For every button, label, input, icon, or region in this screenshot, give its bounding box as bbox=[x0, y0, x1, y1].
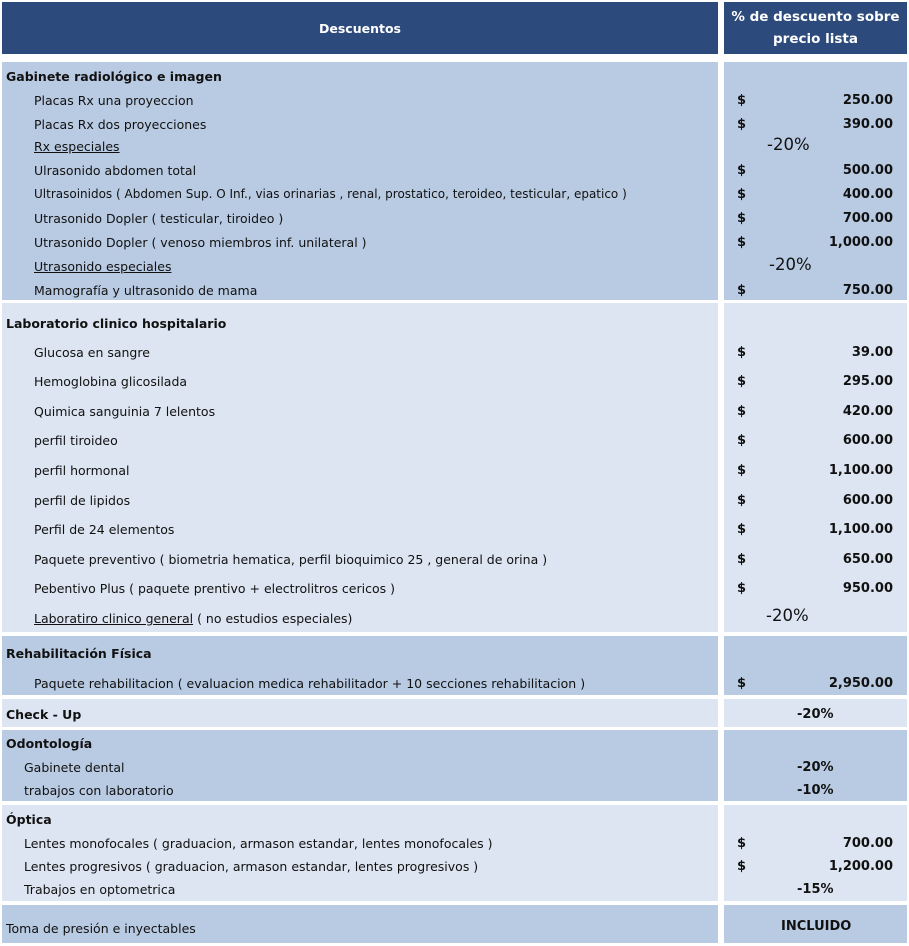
row-label: Ulrasonido abdomen total bbox=[34, 163, 197, 178]
row-label-underlined: Laboratiro clinico general bbox=[34, 611, 194, 626]
currency-symbol: $ bbox=[737, 676, 747, 691]
header-descuentos-label: Descuentos bbox=[319, 20, 401, 36]
row-percent: -20% bbox=[797, 760, 834, 775]
row-percent: -10% bbox=[797, 783, 834, 798]
section-toma bbox=[2, 905, 907, 943]
row-label: Ultrasoinidos ( Abdomen Sup. O Inf., vias orinarias , renal, prostatico, teroideo, testicular, epatico ) bbox=[34, 187, 627, 201]
row-amount: 400.00 bbox=[842, 187, 893, 202]
section-title: Óptica bbox=[6, 812, 52, 827]
currency-symbol: $ bbox=[737, 93, 747, 108]
currency-symbol: $ bbox=[737, 433, 747, 448]
row-percent: -20% bbox=[769, 255, 812, 274]
row-amount: 390.00 bbox=[842, 117, 893, 132]
section-optica bbox=[2, 805, 907, 901]
currency-symbol: $ bbox=[737, 404, 747, 419]
section-checkup bbox=[2, 699, 907, 727]
row-amount: 420.00 bbox=[842, 404, 893, 419]
section-laboratorio bbox=[2, 303, 907, 632]
currency-symbol: $ bbox=[737, 836, 747, 851]
currency-symbol: $ bbox=[737, 581, 747, 596]
section-rehabilitacion bbox=[2, 636, 907, 695]
section-title: Rehabilitación Física bbox=[6, 646, 152, 661]
row-label: Paquete preventivo ( biometria hematica, perfil bioquimico 25 , general de orina ) bbox=[34, 552, 548, 567]
row-label-rest: ( no estudios especiales) bbox=[193, 611, 353, 626]
section-title: Check - Up bbox=[6, 707, 82, 722]
row-label: Trabajos en optometrica bbox=[24, 882, 176, 897]
row-amount: 700.00 bbox=[842, 211, 893, 226]
row-label: Glucosa en sangre bbox=[34, 345, 150, 360]
included-label: INCLUIDO bbox=[781, 919, 852, 934]
row-percent: -15% bbox=[797, 882, 834, 897]
section-title: Gabinete radiológico e imagen bbox=[6, 69, 222, 84]
section-odontologia bbox=[2, 730, 907, 801]
row-amount: 1,100.00 bbox=[828, 522, 893, 537]
row-label: Perfil de 24 elementos bbox=[34, 522, 175, 537]
currency-symbol: $ bbox=[737, 211, 747, 226]
row-label: perfil tiroideo bbox=[34, 433, 118, 448]
row-label: Quimica sanguinia 7 lelentos bbox=[34, 404, 216, 419]
header-percent-line1: % de descuento sobre bbox=[731, 9, 900, 25]
row-amount: 600.00 bbox=[842, 493, 893, 508]
section-gabinete bbox=[2, 62, 907, 300]
currency-symbol: $ bbox=[737, 117, 747, 132]
row-label: Lentes progresivos ( graduacion, armason estandar, lentes progresivos ) bbox=[24, 859, 479, 874]
currency-symbol: $ bbox=[737, 283, 747, 298]
row-label: Utrasonido Dopler ( testicular, tiroideo ) bbox=[34, 211, 284, 226]
row-label: perfil de lipidos bbox=[34, 493, 131, 508]
row-label: Paquete rehabilitacion ( evaluacion medica rehabilitador + 10 secciones rehabilitacion ) bbox=[34, 676, 586, 691]
row-amount: 600.00 bbox=[842, 433, 893, 448]
row-percent: -20% bbox=[767, 135, 810, 154]
row-amount: 295.00 bbox=[842, 374, 893, 389]
row-label: Placas Rx una proyeccion bbox=[34, 93, 194, 108]
header-percent bbox=[724, 2, 907, 54]
row-label: Toma de presión e inyectables bbox=[6, 921, 196, 936]
row-label: Utrasonido especiales bbox=[34, 259, 172, 274]
row-label: trabajos con laboratorio bbox=[24, 783, 174, 798]
row-percent: -20% bbox=[797, 707, 834, 722]
row-amount: 750.00 bbox=[842, 283, 893, 298]
currency-symbol: $ bbox=[737, 235, 747, 250]
section-title: Laboratorio clinico hospitalario bbox=[6, 316, 227, 331]
row-percent: -20% bbox=[766, 606, 809, 625]
section-title: Odontología bbox=[6, 736, 93, 751]
row-amount: 250.00 bbox=[842, 93, 893, 108]
currency-symbol: $ bbox=[737, 463, 747, 478]
row-label: Gabinete dental bbox=[24, 760, 125, 775]
row-amount: 500.00 bbox=[842, 163, 893, 178]
row-amount: 1,100.00 bbox=[828, 463, 893, 478]
currency-symbol: $ bbox=[737, 522, 747, 537]
row-label: perfil hormonal bbox=[34, 463, 130, 478]
row-label: Rx especiales bbox=[34, 139, 120, 154]
row-label: Pebentivo Plus ( paquete prentivo + electrolitros cericos ) bbox=[34, 581, 395, 596]
row-amount: 39.00 bbox=[851, 345, 893, 360]
header-percent-line2: precio lista bbox=[773, 31, 858, 47]
currency-symbol: $ bbox=[737, 163, 747, 178]
currency-symbol: $ bbox=[737, 187, 747, 202]
currency-symbol: $ bbox=[737, 552, 747, 567]
row-label: Mamografía y ultrasonido de mama bbox=[34, 283, 258, 298]
currency-symbol: $ bbox=[737, 374, 747, 389]
row-amount: 2,950.00 bbox=[828, 676, 893, 691]
currency-symbol: $ bbox=[737, 859, 747, 874]
currency-symbol: $ bbox=[737, 493, 747, 508]
row-label: Lentes monofocales ( graduacion, armason estandar, lentes monofocales ) bbox=[24, 836, 493, 851]
row-label: Utrasonido Dopler ( venoso miembros inf. unilateral ) bbox=[34, 235, 367, 250]
row-label: Hemoglobina glicosilada bbox=[34, 374, 188, 389]
row-label: Placas Rx dos proyecciones bbox=[34, 117, 207, 132]
row-amount: 1,000.00 bbox=[828, 235, 893, 250]
row-amount: 650.00 bbox=[842, 552, 893, 567]
row-amount: 1,200.00 bbox=[828, 859, 893, 874]
row-amount: 950.00 bbox=[842, 581, 893, 596]
row-amount: 700.00 bbox=[842, 836, 893, 851]
header-descuentos bbox=[2, 2, 718, 54]
currency-symbol: $ bbox=[737, 345, 747, 360]
row-label bbox=[34, 611, 352, 626]
